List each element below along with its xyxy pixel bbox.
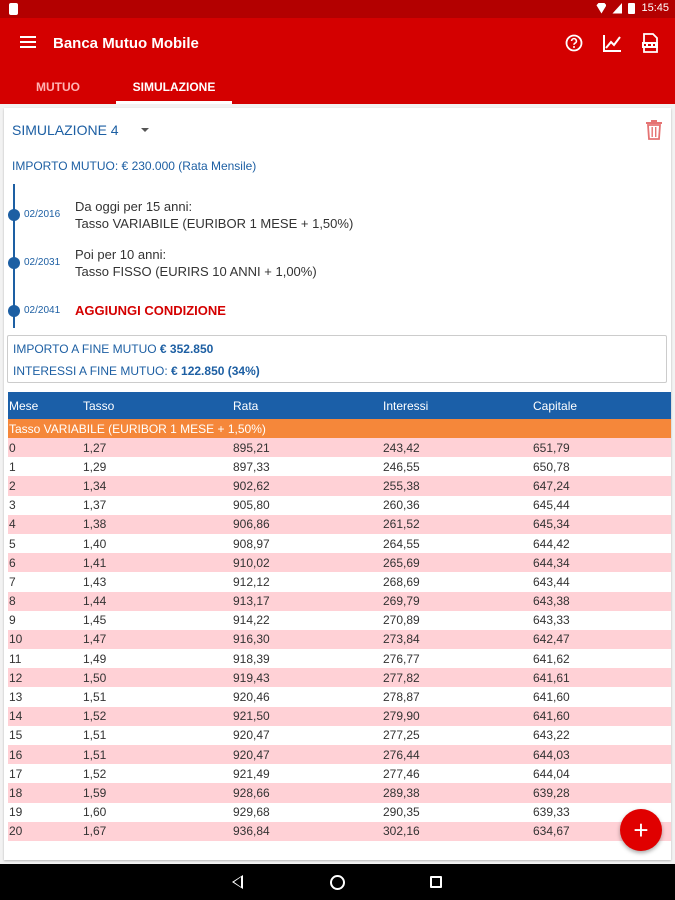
timeline-item[interactable] bbox=[12, 239, 612, 279]
table-body bbox=[8, 438, 671, 845]
cell-tasso: 1,45 bbox=[83, 613, 107, 628]
cell-tasso: 1,59 bbox=[83, 785, 107, 800]
timeline-date: 02/2016 bbox=[24, 209, 61, 220]
cell-interessi: 264,55 bbox=[383, 536, 420, 551]
tab-bar bbox=[0, 70, 675, 104]
cell-tasso: 1,43 bbox=[83, 574, 107, 589]
chart-button[interactable] bbox=[601, 32, 623, 54]
notification-icon bbox=[9, 3, 18, 15]
cell-tasso: 1,29 bbox=[83, 459, 107, 474]
cell-mese: 5 bbox=[9, 536, 16, 551]
cell-rata: 905,80 bbox=[233, 498, 270, 513]
cell-capitale: 643,33 bbox=[533, 613, 570, 628]
cell-rata: 908,97 bbox=[233, 536, 270, 551]
cell-capitale: 645,44 bbox=[533, 498, 570, 513]
cell-mese: 0 bbox=[9, 440, 16, 455]
cell-rata: 910,02 bbox=[233, 555, 270, 570]
condition-timeline bbox=[12, 184, 354, 328]
cell-capitale: 650,78 bbox=[533, 459, 570, 474]
table-row bbox=[8, 496, 671, 515]
cell-rata: 902,62 bbox=[233, 478, 270, 493]
pdf-icon bbox=[641, 33, 659, 53]
amortization-table bbox=[8, 392, 671, 845]
cell-capitale: 641,62 bbox=[533, 651, 570, 666]
table-row bbox=[8, 649, 671, 668]
table-row bbox=[8, 572, 671, 591]
timeline-date: 02/2041 bbox=[24, 305, 61, 316]
timeline-line2: Tasso FISSO (EURIRS 10 ANNI + 1,00%) bbox=[75, 264, 317, 279]
cell-mese: 17 bbox=[9, 766, 23, 781]
pdf-button[interactable] bbox=[639, 32, 661, 54]
timeline-item[interactable] bbox=[12, 191, 612, 231]
cell-rata: 918,39 bbox=[233, 651, 270, 666]
cell-mese: 8 bbox=[9, 594, 16, 609]
importo-mutuo: IMPORTO MUTUO: € 230.000 (Rata Mensile) bbox=[12, 159, 257, 173]
add-condition-button[interactable]: AGGIUNGI CONDIZIONE bbox=[75, 303, 226, 318]
table-row bbox=[8, 726, 671, 745]
add-condition-row[interactable] bbox=[12, 287, 612, 323]
cell-capitale: 641,61 bbox=[533, 670, 570, 685]
simulation-selector[interactable] bbox=[12, 122, 149, 138]
tab-simulazione[interactable]: SIMULAZIONE bbox=[116, 70, 232, 104]
cell-capitale: 641,60 bbox=[533, 690, 570, 705]
cell-rata: 928,66 bbox=[233, 785, 270, 800]
cell-tasso: 1,60 bbox=[83, 805, 107, 820]
table-header bbox=[8, 392, 671, 419]
cell-mese: 6 bbox=[9, 555, 16, 570]
timeline-text bbox=[75, 198, 353, 232]
cell-interessi: 290,35 bbox=[383, 805, 420, 820]
trash-icon bbox=[645, 120, 663, 140]
cell-tasso: 1,49 bbox=[83, 651, 107, 666]
cell-interessi: 276,44 bbox=[383, 747, 420, 762]
cell-tasso: 1,50 bbox=[83, 670, 107, 685]
timeline-line2: Tasso VARIABILE (EURIBOR 1 MESE + 1,50%) bbox=[75, 216, 354, 231]
cell-interessi: 273,84 bbox=[383, 632, 420, 647]
cell-rata: 906,86 bbox=[233, 517, 270, 532]
cell-tasso: 1,52 bbox=[83, 766, 107, 781]
table-row bbox=[8, 438, 671, 457]
table-row bbox=[8, 592, 671, 611]
table-row bbox=[8, 803, 671, 822]
cell-tasso: 1,47 bbox=[83, 632, 107, 647]
timeline-line1: Da oggi per 15 anni: bbox=[75, 199, 193, 214]
cell-rata: 920,46 bbox=[233, 690, 270, 705]
cell-mese: 4 bbox=[9, 517, 16, 532]
cell-tasso: 1,37 bbox=[83, 498, 107, 513]
cell-capitale: 647,24 bbox=[533, 478, 570, 493]
cell-mese: 16 bbox=[9, 747, 23, 762]
cell-mese: 3 bbox=[9, 498, 16, 513]
delete-button[interactable] bbox=[645, 120, 663, 145]
cell-interessi: 243,42 bbox=[383, 440, 420, 455]
cell-capitale: 644,42 bbox=[533, 536, 570, 551]
cell-mese: 2 bbox=[9, 478, 16, 493]
cell-tasso: 1,52 bbox=[83, 709, 107, 724]
summary-importo: IMPORTO A FINE MUTUO € 352.850 bbox=[13, 342, 214, 356]
cell-mese: 19 bbox=[9, 805, 23, 820]
cell-mese: 7 bbox=[9, 574, 16, 589]
cell-rata: 919,43 bbox=[233, 670, 270, 685]
cell-capitale: 644,03 bbox=[533, 747, 570, 762]
summary-box bbox=[7, 335, 667, 383]
app-title: Banca Mutuo Mobile bbox=[53, 35, 199, 52]
cell-tasso: 1,40 bbox=[83, 536, 107, 551]
status-time: 15:45 bbox=[641, 2, 669, 14]
cell-interessi: 261,52 bbox=[383, 517, 420, 532]
table-row bbox=[8, 668, 671, 687]
table-row bbox=[8, 764, 671, 783]
cell-tasso: 1,51 bbox=[83, 747, 107, 762]
cell-capitale: 641,60 bbox=[533, 709, 570, 724]
cell-interessi: 270,89 bbox=[383, 613, 420, 628]
signal-icon bbox=[612, 3, 622, 14]
table-row bbox=[8, 457, 671, 476]
menu-icon[interactable] bbox=[20, 36, 36, 48]
battery-icon bbox=[628, 3, 635, 14]
table-row bbox=[8, 534, 671, 553]
cell-capitale: 651,79 bbox=[533, 440, 570, 455]
cell-tasso: 1,38 bbox=[83, 517, 107, 532]
cell-capitale: 645,34 bbox=[533, 517, 570, 532]
help-button[interactable] bbox=[563, 32, 585, 54]
header-capitale: Capitale bbox=[533, 398, 578, 413]
cell-capitale: 643,38 bbox=[533, 594, 570, 609]
cell-interessi: 269,79 bbox=[383, 594, 420, 609]
cell-tasso: 1,67 bbox=[83, 824, 107, 839]
importo-fine-value: € 352.850 bbox=[159, 342, 214, 356]
app-bar bbox=[0, 18, 675, 70]
table-row bbox=[8, 553, 671, 572]
system-nav-bar bbox=[0, 864, 675, 900]
cell-mese: 10 bbox=[9, 632, 23, 647]
cell-mese: 1 bbox=[9, 459, 16, 474]
cell-interessi: 302,16 bbox=[383, 824, 420, 839]
cell-tasso: 1,51 bbox=[83, 690, 107, 705]
timeline-dot bbox=[8, 257, 20, 269]
cell-capitale: 644,34 bbox=[533, 555, 570, 570]
cell-interessi: 268,69 bbox=[383, 574, 420, 589]
cell-capitale: 642,47 bbox=[533, 632, 570, 647]
cell-capitale: 644,04 bbox=[533, 766, 570, 781]
cell-interessi: 255,38 bbox=[383, 478, 420, 493]
cell-rata: 921,50 bbox=[233, 709, 270, 724]
cell-mese: 11 bbox=[9, 651, 22, 666]
cell-interessi: 279,90 bbox=[383, 709, 420, 724]
cell-capitale: 643,44 bbox=[533, 574, 570, 589]
recent-apps-icon[interactable] bbox=[430, 876, 442, 888]
chart-icon bbox=[602, 34, 622, 52]
table-row bbox=[8, 630, 671, 649]
cell-rata: 897,33 bbox=[233, 459, 270, 474]
simulation-card bbox=[4, 108, 671, 860]
cell-interessi: 278,87 bbox=[383, 690, 420, 705]
cell-rata: 936,84 bbox=[233, 824, 270, 839]
cell-capitale: 639,28 bbox=[533, 785, 570, 800]
header-tasso: Tasso bbox=[83, 398, 115, 413]
help-icon bbox=[565, 34, 583, 52]
timeline-text bbox=[75, 246, 317, 280]
simulation-name: SIMULAZIONE 4 bbox=[12, 122, 119, 138]
timeline-line1: Poi per 10 anni: bbox=[75, 247, 167, 262]
cell-mese: 20 bbox=[9, 824, 23, 839]
cell-tasso: 1,51 bbox=[83, 728, 107, 743]
cell-rata: 921,49 bbox=[233, 766, 270, 781]
cell-interessi: 276,77 bbox=[383, 651, 420, 666]
interessi-fine-value: € 122.850 (34%) bbox=[171, 364, 260, 378]
cell-mese: 14 bbox=[9, 709, 23, 724]
status-bar bbox=[0, 0, 675, 18]
cell-interessi: 277,25 bbox=[383, 728, 420, 743]
cell-capitale: 643,22 bbox=[533, 728, 570, 743]
cell-tasso: 1,44 bbox=[83, 594, 107, 609]
cell-tasso: 1,34 bbox=[83, 478, 107, 493]
table-row bbox=[8, 611, 671, 630]
table-row bbox=[8, 783, 671, 802]
timeline-dot bbox=[8, 209, 20, 221]
cell-rata: 929,68 bbox=[233, 805, 270, 820]
back-icon[interactable] bbox=[232, 875, 243, 889]
cell-interessi: 246,55 bbox=[383, 459, 420, 474]
timeline-dot bbox=[8, 305, 20, 317]
table-row bbox=[8, 476, 671, 495]
cell-interessi: 289,38 bbox=[383, 785, 420, 800]
header-interessi: Interessi bbox=[383, 398, 429, 413]
plus-icon: + bbox=[633, 815, 649, 845]
cell-rata: 914,22 bbox=[233, 613, 270, 628]
rate-section-header: Tasso VARIABILE (EURIBOR 1 MESE + 1,50%) bbox=[8, 419, 671, 438]
summary-interessi: INTERESSI A FINE MUTUO: € 122.850 (34%) bbox=[13, 364, 260, 378]
cell-interessi: 265,69 bbox=[383, 555, 420, 570]
cell-rata: 912,12 bbox=[233, 574, 270, 589]
chevron-down-icon bbox=[141, 128, 149, 132]
cell-capitale: 639,33 bbox=[533, 805, 570, 820]
cell-interessi: 260,36 bbox=[383, 498, 420, 513]
table-row bbox=[8, 515, 671, 534]
cell-tasso: 1,41 bbox=[83, 555, 107, 570]
table-row bbox=[8, 687, 671, 706]
cell-mese: 12 bbox=[9, 670, 23, 685]
cell-rata: 916,30 bbox=[233, 632, 270, 647]
cell-mese: 18 bbox=[9, 785, 23, 800]
home-icon[interactable] bbox=[330, 875, 345, 890]
timeline-date: 02/2031 bbox=[24, 257, 61, 268]
cell-rata: 895,21 bbox=[233, 440, 270, 455]
cell-mese: 9 bbox=[9, 613, 16, 628]
cell-mese: 15 bbox=[9, 728, 23, 743]
table-row bbox=[8, 745, 671, 764]
table-row bbox=[8, 822, 671, 841]
cell-rata: 920,47 bbox=[233, 747, 270, 762]
table-row bbox=[8, 707, 671, 726]
cell-mese: 13 bbox=[9, 690, 23, 705]
add-fab[interactable] bbox=[620, 809, 662, 851]
cell-interessi: 277,46 bbox=[383, 766, 420, 781]
cell-capitale: 634,67 bbox=[533, 824, 570, 839]
tab-mutuo[interactable]: MUTUO bbox=[36, 80, 80, 94]
cell-tasso: 1,27 bbox=[83, 440, 107, 455]
cell-interessi: 277,82 bbox=[383, 670, 420, 685]
cell-rata: 920,47 bbox=[233, 728, 270, 743]
header-mese: Mese bbox=[9, 398, 39, 413]
header-rata: Rata bbox=[233, 398, 259, 413]
cell-rata: 913,17 bbox=[233, 594, 270, 609]
wifi-icon bbox=[596, 3, 606, 14]
